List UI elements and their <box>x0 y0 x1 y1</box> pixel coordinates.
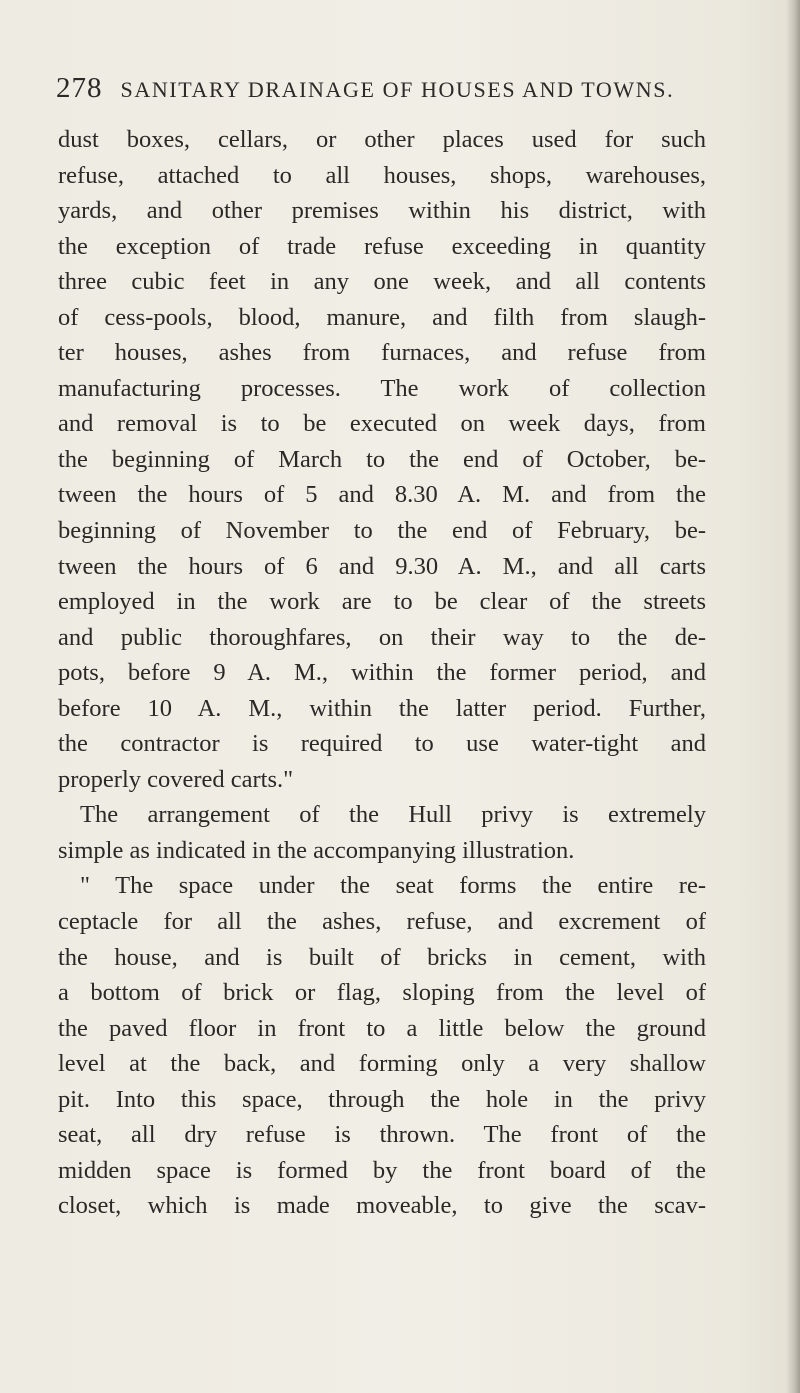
text-line: before 10 A. M., within the latter period. Further, <box>58 694 706 722</box>
text-line: simple as indicated in the accompanying illustration. <box>58 836 575 864</box>
text-line: of cess-pools, blood, manure, and filth from slaugh- <box>58 303 706 331</box>
text-line: and removal is to be executed on week days, from <box>58 410 706 438</box>
text-line: " The space under the seat forms the entire re- <box>80 872 706 900</box>
text-line: tween the hours of 5 and 8.30 A. M. and from the <box>58 481 706 509</box>
text-line: closet, which is made moveable, to give the scav- <box>58 1192 706 1220</box>
text-line: tween the hours of 6 and 9.30 A. M., and all carts <box>58 552 706 580</box>
text-line: refuse, attached to all houses, shops, warehouses, <box>58 161 706 189</box>
text-line: the beginning of March to the end of October, be- <box>58 445 706 473</box>
text-line: The arrangement of the Hull privy is extremely <box>80 801 706 829</box>
running-title: SANITARY DRAINAGE OF HOUSES AND TOWNS. <box>120 77 675 102</box>
text-line: level at the back, and forming only a very shallow <box>58 1050 706 1078</box>
text-line: the contractor is required to use water-tight and <box>58 730 706 758</box>
text-line: three cubic feet in any one week, and all contents <box>58 268 706 296</box>
page-edge-shadow <box>786 0 800 1393</box>
running-header <box>56 74 756 103</box>
text-line: a bottom of brick or flag, sloping from the level of <box>58 979 706 1007</box>
text-line: pit. Into this space, through the hole in the privy <box>58 1085 706 1113</box>
text-line: manufacturing processes. The work of collection <box>58 374 706 402</box>
text-line: and public thoroughfares, on their way to the de- <box>58 623 706 651</box>
text-line: yards, and other premises within his district, with <box>58 197 706 225</box>
text-line: properly covered carts." <box>58 765 294 793</box>
text-line: ceptacle for all the ashes, refuse, and excrement of <box>58 908 706 936</box>
text-line: ter houses, ashes from furnaces, and refuse from <box>58 339 706 367</box>
text-line: midden space is formed by the front board of the <box>58 1156 706 1184</box>
text-line: seat, all dry refuse is thrown. The front of the <box>58 1121 706 1149</box>
text-line: the house, and is built of bricks in cement, with <box>58 943 706 971</box>
page-number: 278 <box>56 72 103 104</box>
text-line: pots, before 9 A. M., within the former period, and <box>58 659 706 687</box>
text-line: beginning of November to the end of February, be- <box>58 517 706 545</box>
body-text <box>58 122 706 1224</box>
text-line: dust boxes, cellars, or other places used for such <box>58 126 706 153</box>
text-line: the paved floor in front to a little below the ground <box>58 1014 706 1042</box>
text-line: employed in the work are to be clear of the streets <box>58 588 706 616</box>
text-line: the exception of trade refuse exceeding in quantity <box>58 232 706 260</box>
